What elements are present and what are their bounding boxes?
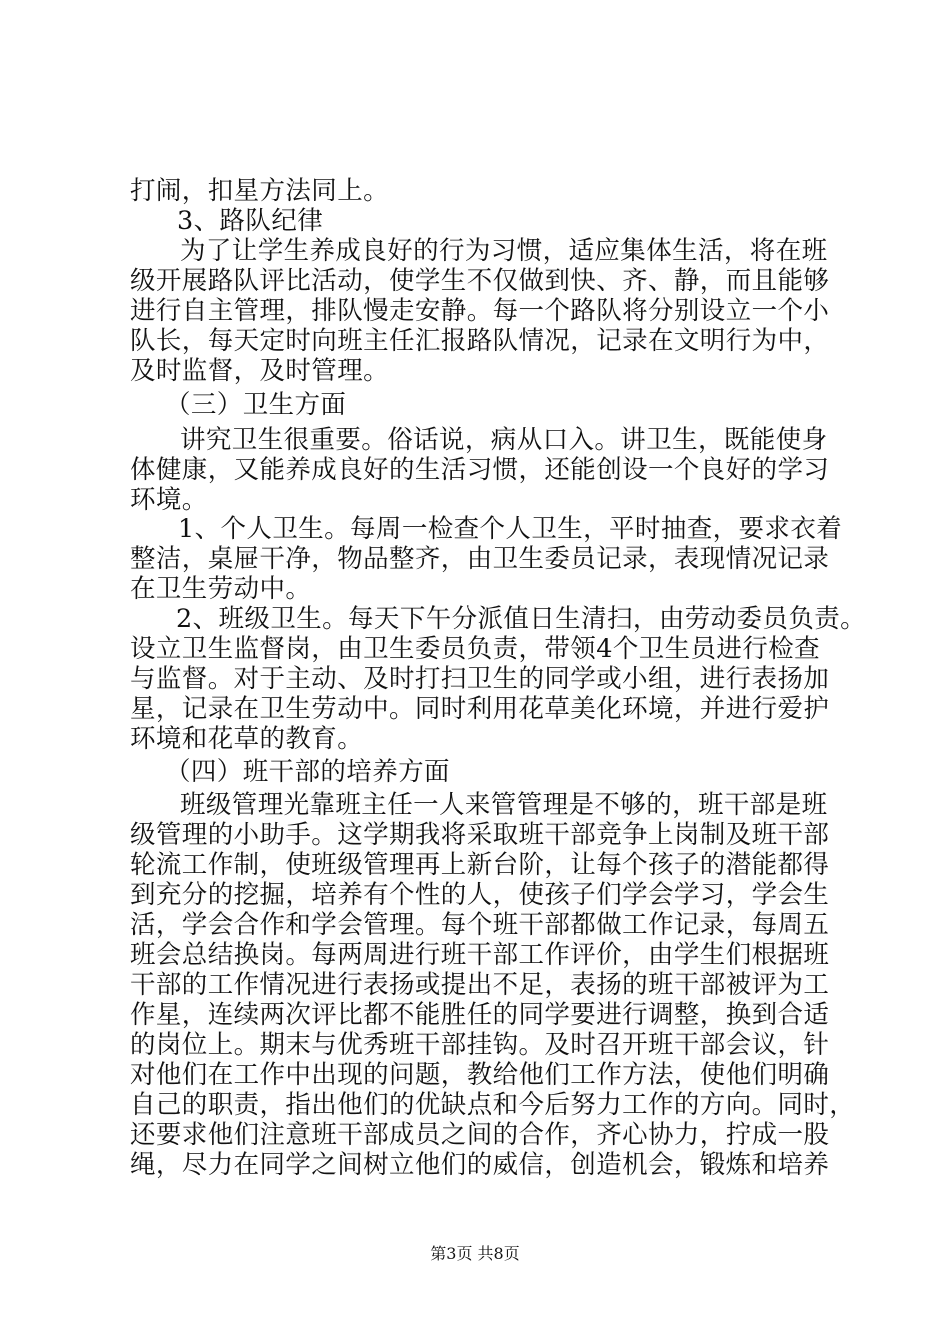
text-line: 作星，连续两次评比都不能胜任的同学要进行调整，换到合适 — [130, 1000, 830, 1030]
text-line: 队长，每天定时向班主任汇报路队情况，记录在文明行为中， — [130, 326, 830, 356]
text-line: 级管理的小助手。这学期我将采取班干部竞争上岗制及班干部 — [130, 820, 830, 850]
text-line: 及时监督，及时管理。 — [130, 356, 390, 386]
text-line: 绳，尽力在同学之间树立他们的威信，创造机会，锻炼和培养 — [130, 1150, 830, 1180]
text-line: 班会总结换岗。每两周进行班干部工作评价，由学生们根据班 — [130, 940, 830, 970]
text-line: 整洁，桌屉干净，物品整齐，由卫生委员记录，表现情况记录 — [130, 544, 830, 574]
text-line: 环境。 — [130, 485, 208, 515]
section-heading: 3、路队纪律 — [177, 206, 324, 236]
text-line: 轮流工作制，使班级管理再上新台阶，让每个孩子的潜能都得 — [130, 850, 830, 880]
text-line: 星，记录在卫生劳动中。同时利用花草美化环境，并进行爱护 — [130, 694, 830, 724]
text-line: 级开展路队评比活动，使学生不仅做到快、齐、静，而且能够 — [130, 266, 830, 296]
text-line: 自己的职责，指出他们的优缺点和今后努力工作的方向。同时， — [130, 1090, 856, 1120]
text-line: 讲究卫生很重要。俗话说，病从口入。讲卫生，既能使身 — [180, 425, 828, 455]
text-line: 干部的工作情况进行表扬或提出不足，表扬的班干部被评为工 — [130, 970, 830, 1000]
text-line: 设立卫生监督岗，由卫生委员负责，带领4个卫生员进行检查 — [130, 634, 821, 664]
text-line: 还要求他们注意班干部成员之间的合作，齐心协力，拧成一股 — [130, 1120, 830, 1150]
text-line: 到充分的挖掘，培养有个性的人，使孩子们学会学习，学会生 — [130, 880, 830, 910]
text-line: 活，学会合作和学会管理。每个班干部都做工作记录，每周五 — [130, 910, 830, 940]
text-line: 班级管理光靠班主任一人来管管理是不够的，班干部是班 — [180, 790, 828, 820]
text-line: 在卫生劳动中。 — [130, 574, 312, 604]
section-heading: （三）卫生方面 — [165, 390, 347, 420]
text-line: 对他们在工作中出现的问题，教给他们工作方法，使他们明确 — [130, 1060, 830, 1090]
text-line: 的岗位上。期末与优秀班干部挂钩。及时召开班干部会议，针 — [130, 1030, 830, 1060]
text-line: 进行自主管理，排队慢走安静。每一个路队将分别设立一个小 — [130, 296, 830, 326]
page-number-footer: 第3页 共8页 — [430, 1244, 520, 1263]
text-line: 1、个人卫生。每周一检查个人卫生，平时抽查，要求衣着 — [178, 514, 843, 544]
section-heading: （四）班干部的培养方面 — [165, 757, 450, 787]
text-line: 打闹，扣星方法同上。 — [130, 176, 390, 206]
text-line: 体健康，又能养成良好的生活习惯，还能创设一个良好的学习 — [130, 455, 830, 485]
text-line: 环境和花草的教育。 — [130, 724, 364, 754]
text-line: 为了让学生养成良好的行为习惯，适应集体生活，将在班 — [180, 236, 828, 266]
text-line: 2、班级卫生。每天下午分派值日生清扫，由劳动委员负责。 — [176, 604, 867, 634]
text-line: 与监督。对于主动、及时打扫卫生的同学或小组，进行表扬加 — [130, 664, 830, 694]
